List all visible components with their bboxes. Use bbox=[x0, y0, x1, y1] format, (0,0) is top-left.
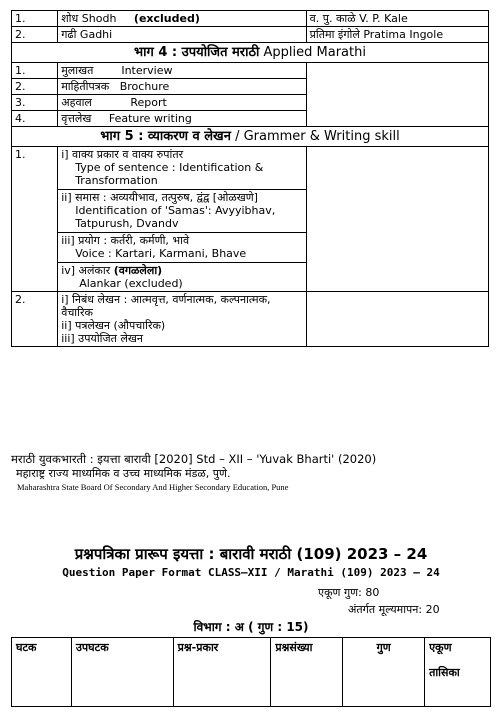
part4-heading-mr: भाग 4 : उपयोजित मराठी bbox=[134, 45, 260, 60]
row-number: 1. bbox=[12, 147, 58, 292]
table-row bbox=[12, 11, 489, 27]
paper-title: प्रश्नपत्रिका प्रारूप इयत्ता : बारावी मराठी (109) 2023 – 24 bbox=[74, 545, 428, 563]
topic-en: Brochure bbox=[119, 80, 170, 93]
topic-mr: अहवाल bbox=[61, 96, 92, 109]
lesson-title: शोध Shodh bbox=[61, 12, 117, 25]
table-row bbox=[12, 63, 489, 79]
applied-writing: iii] उपयोजित लेखन bbox=[61, 332, 144, 345]
samas-block bbox=[58, 189, 305, 230]
topic-en: Feature writing bbox=[108, 112, 192, 125]
part4-heading-en: Applied Marathi bbox=[263, 45, 366, 60]
row-number: 2. bbox=[12, 27, 58, 43]
table-row bbox=[12, 147, 489, 292]
alankar-mr: iv] अलंकार bbox=[61, 264, 111, 277]
voice-en: Voice : Kartari, Karmani, Bhave bbox=[75, 247, 247, 260]
author-cell: प्रतिमा इंगोले Pratima Ingole bbox=[306, 27, 488, 43]
voice-mr: iii] प्रयोग : कर्तरी, कर्मणी, भावे bbox=[61, 234, 190, 247]
empty-cell bbox=[306, 147, 488, 292]
textbook-title: मराठी युवकभारती : इयत्ता बारावी [2020] Std – XII – 'Yuvak Bharti' (2020) bbox=[11, 452, 377, 466]
part5-heading-mr: भाग 5 : व्याकरण व लेखन bbox=[100, 129, 231, 144]
voice-block bbox=[58, 232, 305, 260]
table-header-row bbox=[12, 638, 491, 707]
topic-cell bbox=[58, 63, 306, 79]
col-header-periods: तासिका bbox=[429, 666, 460, 679]
section-header-row bbox=[12, 43, 489, 63]
writing-cell bbox=[58, 292, 306, 347]
alankar-block bbox=[58, 262, 305, 290]
syllabus-table bbox=[11, 10, 489, 347]
col-header: घटक bbox=[12, 638, 72, 707]
topic-mr: मुलाखत bbox=[61, 64, 94, 77]
alankar-excluded-note: (वगळलेला) bbox=[113, 264, 163, 277]
row-number: 1. bbox=[12, 63, 58, 79]
part5-heading-en: / Grammer & Writing skill bbox=[235, 129, 400, 144]
section-heading: विभाग : अ ( गुण : 15) bbox=[193, 620, 309, 634]
essay-writing: i] निबंध लेखन : आत्मवृत्त, वर्णनात्मक, कल्पनात्मक, वैचारिक bbox=[61, 293, 271, 319]
topic-cell bbox=[58, 111, 306, 127]
empty-cell bbox=[306, 63, 488, 127]
part4-heading bbox=[12, 43, 489, 63]
row-number: 2. bbox=[12, 79, 58, 95]
question-format-table bbox=[11, 637, 491, 707]
board-name-mr: महाराष्ट्र राज्य माध्यमिक व उच्च माध्यमिक मंडळ, पुणे. bbox=[16, 467, 231, 480]
row-number: 2. bbox=[12, 292, 58, 347]
col-header: प्रश्न-प्रकार bbox=[173, 638, 271, 707]
col-header: एकूण bbox=[429, 641, 452, 654]
row-number: 1. bbox=[12, 11, 58, 27]
topic-mr: माहितीपत्रक bbox=[61, 80, 110, 93]
excluded-note: (excluded) bbox=[133, 12, 200, 25]
samas-en: Identification of 'Samas': Avyyibhav, Tatpurush, Dvandv bbox=[75, 204, 276, 230]
grammar-cell bbox=[58, 147, 306, 292]
row-number: 3. bbox=[12, 95, 58, 111]
board-name-en: Maharashtra State Board Of Secondary And Higher Secondary Education, Pune bbox=[17, 482, 289, 492]
topic-cell bbox=[58, 95, 306, 111]
table-row bbox=[12, 292, 489, 347]
internal-marks: अंतर्गत मूल्यमापन: 20 bbox=[348, 603, 440, 616]
col-header: उपघटक bbox=[71, 638, 173, 707]
lesson-title: गढी Gadhi bbox=[58, 27, 306, 43]
total-marks: एकूण गुण: 80 bbox=[318, 586, 380, 599]
samas-mr: ii] समास : अव्ययीभाव, तत्पुरुष, द्वंद्व [ओळखणे] bbox=[61, 191, 258, 204]
author-cell: व. पु. काळे V. P. Kale bbox=[306, 11, 488, 27]
col-header: प्रश्नसंख्या bbox=[271, 638, 343, 707]
col-header: गुण bbox=[343, 638, 425, 707]
topic-en: Report bbox=[130, 96, 167, 109]
topic-en: Interview bbox=[121, 64, 173, 77]
sentence-type-mr: i] वाक्य प्रकार व वाक्य रुपांतर bbox=[61, 148, 184, 161]
table-row bbox=[12, 27, 489, 43]
textbook-source bbox=[11, 452, 491, 493]
sentence-type-en: Type of sentence : Identification & Transformation bbox=[75, 161, 264, 187]
topic-mr: वृत्तलेख bbox=[61, 112, 92, 125]
letter-writing: ii] पत्रलेखन (औपचारिक) bbox=[61, 319, 166, 332]
empty-cell bbox=[306, 292, 488, 347]
paper-subtitle: Question Paper Format CLASS–XII / Marathi (109) 2023 – 24 bbox=[62, 566, 440, 579]
topic-cell bbox=[58, 79, 306, 95]
lesson-cell bbox=[58, 11, 306, 27]
alankar-en: Alankar (excluded) bbox=[79, 277, 183, 290]
part5-heading bbox=[12, 127, 489, 147]
row-number: 4. bbox=[12, 111, 58, 127]
section-header-row bbox=[12, 127, 489, 147]
col-header-total bbox=[425, 638, 491, 707]
